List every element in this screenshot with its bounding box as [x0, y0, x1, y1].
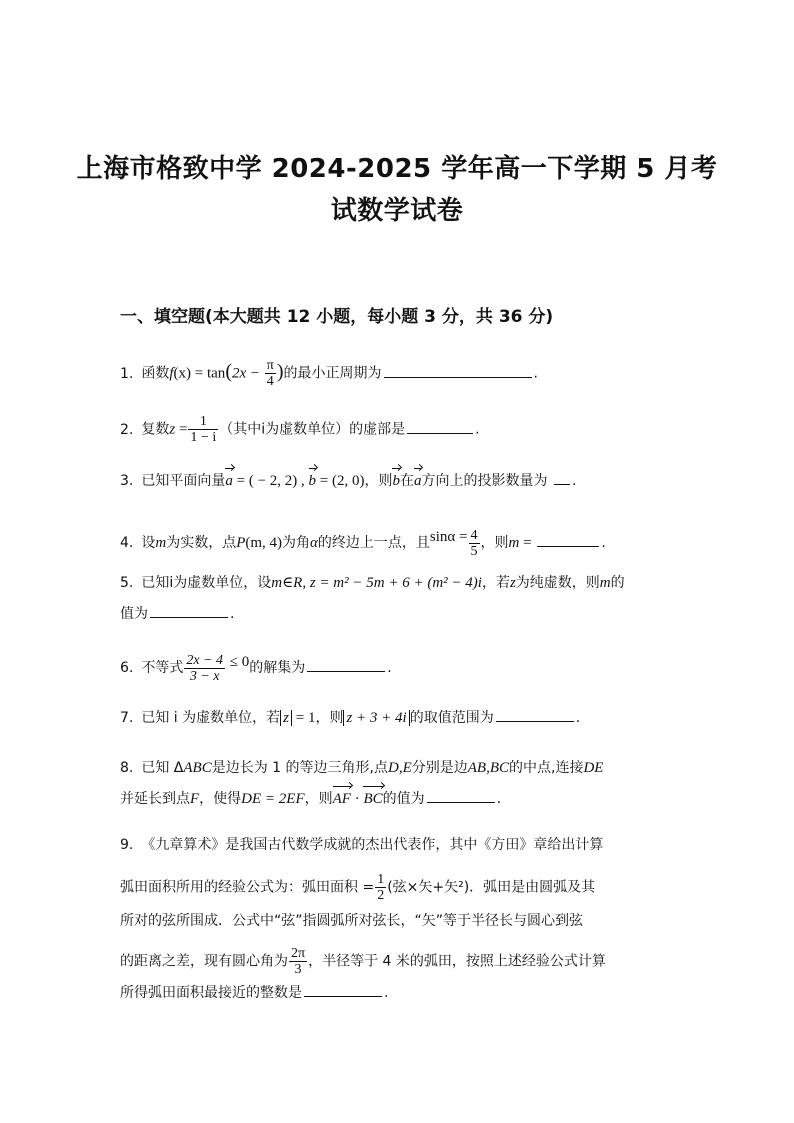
answer-blank[interactable] [384, 363, 532, 378]
answer-blank[interactable] [307, 657, 385, 672]
question-6: 6. 不等式 $\frac{2x - 4}{3 - x}$ ≤ 0的解集为 . [120, 652, 392, 684]
reciprocal-fraction: $\frac{1}{1 - i}$ [190, 414, 217, 445]
half-fraction: $\frac{1}{2}$ [377, 872, 385, 903]
question-5: 5. 已知i为虚数单位，设m∈R, z = m² − 5m + 6 + (m² − 4)i，若z为纯虚数，则m的 [120, 575, 625, 591]
answer-blank[interactable] [537, 532, 599, 547]
question-2: 2. 复数z = $\frac{1}{1 - i}$ （其中i为虚数单位）的虚部是 . [120, 414, 480, 445]
question-8-cont: 并延长到点F，使得DE = 2EF，则AF · BC的值为 . [120, 788, 501, 810]
question-9-line4: 的距离之差，现有圆心角为 $\frac{2\pi}{3}$ ，半径等于 4 米的弧田，按照上述经验公式计算 [120, 946, 606, 977]
question-4: 4. 设m为实数，点P(m, 4)为角α的终边上一点，且sinα = $\frac{4}{5}$ ，则m = . [120, 527, 606, 559]
question-9-line5: 所得弧田面积最接近的整数是 . [120, 982, 388, 1004]
question-7: 7. 已知 i 为虚数单位，若 z = 1，则 z + 3 + 4i 的取值范围为 . [120, 707, 580, 729]
pi-over-4-fraction: $\frac{\pi}{4}$ [266, 358, 274, 389]
answer-blank[interactable] [496, 707, 574, 722]
four-fifths-fraction: $\frac{4}{5}$ [470, 527, 478, 559]
question-8: 8. 已知 ΔABC是边长为 1 的等边三角形,点D,E分别是边AB,BC的中点,连接DE [120, 760, 604, 776]
two-pi-over-three-fraction: $\frac{2\pi}{3}$ [291, 946, 306, 977]
vector-af: AF [333, 788, 351, 810]
answer-blank[interactable] [150, 603, 228, 618]
exam-title-line1: 上海市格致中学 2024-2025 学年高一下学期 5 月考 [76, 154, 718, 184]
inequality-fraction: $\frac{2x - 4}{3 - x}$ [186, 652, 224, 684]
question-5-cont: 值为 . [120, 603, 234, 625]
question-9-line3: 所对的弦所围成．公式中“弦”指圆弧所对弦长，“矢”等于半径长与圆心到弦 [120, 913, 584, 929]
vector-bc: BC [363, 788, 382, 810]
question-9: 9. 《九章算术》是我国古代数学成就的杰出代表作，其中《方田》章给出计算 [120, 837, 604, 853]
answer-blank[interactable] [304, 982, 382, 997]
exam-title-line2: 试数学试卷 [330, 196, 464, 226]
section-heading: 一、填空题(本大题共 12 小题，每小题 3 分，共 36 分) [120, 307, 554, 327]
answer-blank[interactable] [554, 470, 570, 485]
answer-blank[interactable] [407, 419, 473, 434]
vector-a: a [225, 470, 233, 492]
question-3: 3. 已知平面向量a = ( − 2, 2) , b = (2, 0)，则b在a方向上的投影数量为 . [120, 470, 576, 492]
answer-blank[interactable] [427, 788, 495, 803]
vector-b: b [309, 470, 317, 492]
question-1: 1. 函数f(x) = tan(2x − $\frac{\pi}{4}$ )的最小正周期为 . [120, 358, 538, 389]
question-9-line2: 弧田面积所用的经验公式为：弧田面积 = $\frac{1}{2}$ (弦×矢+矢²)．弧田是由圆弧及其 [120, 872, 596, 903]
